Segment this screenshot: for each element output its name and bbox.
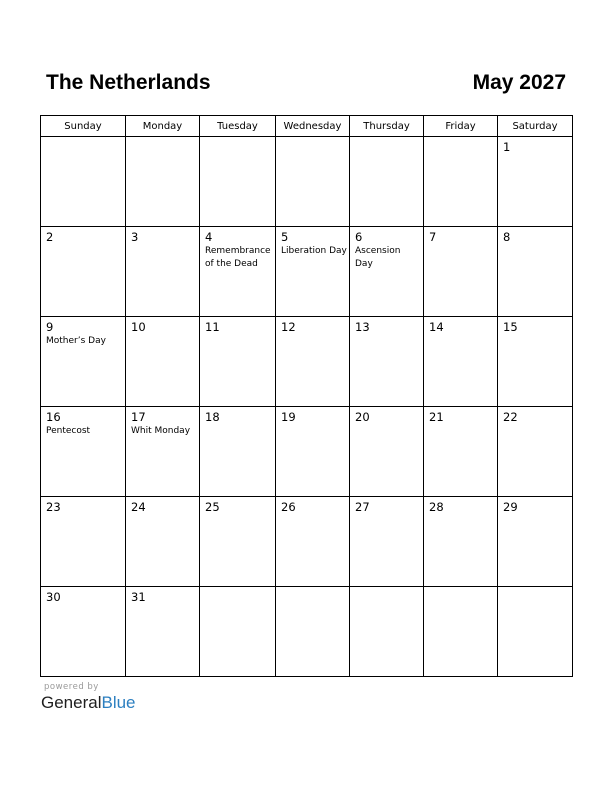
weekday-sunday: Sunday: [41, 116, 126, 137]
day-number: 27: [355, 500, 370, 514]
calendar-day-cell: [41, 407, 126, 497]
calendar-day-cell: [498, 317, 573, 407]
day-cell-content: [498, 497, 572, 514]
day-cell-content: [276, 497, 349, 514]
day-number: 10: [131, 320, 146, 334]
holiday-label: Whit Monday: [131, 426, 191, 436]
calendar-day-cell: [200, 317, 276, 407]
generalblue-logo: [41, 693, 136, 713]
calendar-day-cell: [41, 587, 126, 677]
day-number: 23: [46, 500, 61, 514]
weekday-wednesday: Wednesday: [276, 116, 350, 137]
day-number: 24: [131, 500, 146, 514]
day-cell-content: [126, 587, 199, 604]
day-number: 20: [355, 410, 370, 424]
day-cell-content: [126, 497, 199, 514]
calendar-day-cell: [41, 497, 126, 587]
calendar-day-cell: [350, 137, 424, 227]
calendar-day-cell: [424, 497, 498, 587]
calendar-day-cell: [424, 587, 498, 677]
day-cell-content: [126, 407, 199, 438]
day-number: 13: [355, 320, 370, 334]
calendar-day-cell: [41, 227, 126, 317]
day-number: 22: [503, 410, 518, 424]
day-number: 11: [205, 320, 220, 334]
day-number: 16: [46, 410, 61, 424]
calendar-day-cell: [276, 587, 350, 677]
day-number: 19: [281, 410, 296, 424]
calendar-day-cell: [126, 407, 200, 497]
day-cell-content: [41, 227, 125, 244]
day-number: 25: [205, 500, 220, 514]
day-cell-content: [498, 227, 572, 244]
day-cell-content: [200, 137, 275, 140]
day-number: 6: [355, 230, 363, 244]
day-cell-content: [276, 137, 349, 140]
day-number: 15: [503, 320, 518, 334]
calendar-day-cell: [498, 587, 573, 677]
weekday-monday: Monday: [126, 116, 200, 137]
calendar-week-row: [41, 317, 573, 407]
calendar-day-cell: [276, 497, 350, 587]
calendar-month-title: May 2027: [472, 71, 566, 94]
calendar-day-cell: [498, 137, 573, 227]
day-number: 8: [503, 230, 511, 244]
day-number: 5: [281, 230, 289, 244]
calendar-day-cell: [126, 317, 200, 407]
logo-text-general: General: [41, 693, 102, 712]
day-cell-content: [424, 317, 497, 334]
day-cell-content: [424, 407, 497, 424]
day-cell-content: [200, 227, 275, 270]
day-cell-content: [276, 407, 349, 424]
calendar-grid: [40, 115, 573, 677]
day-cell-content: [276, 317, 349, 334]
day-cell-content: [350, 407, 423, 424]
day-number: 12: [281, 320, 296, 334]
calendar-day-cell: [126, 137, 200, 227]
calendar-week-row: [41, 227, 573, 317]
calendar-day-cell: [424, 137, 498, 227]
calendar-week-row: [41, 587, 573, 677]
holiday-label: Ascension Day: [355, 246, 401, 269]
logo-text-blue: Blue: [101, 693, 136, 712]
weekday-thursday: Thursday: [350, 116, 424, 137]
day-cell-content: [424, 227, 497, 244]
day-cell-content: [41, 137, 125, 140]
calendar-day-cell: [126, 227, 200, 317]
calendar-day-cell: [276, 137, 350, 227]
calendar-day-cell: [350, 317, 424, 407]
calendar-day-cell: [200, 227, 276, 317]
day-number: 14: [429, 320, 444, 334]
holiday-label: Mother’s Day: [46, 336, 106, 346]
day-cell-content: [276, 587, 349, 590]
weekday-header-row: [41, 116, 573, 137]
day-cell-content: [498, 137, 572, 154]
day-number: 29: [503, 500, 518, 514]
day-cell-content: [350, 227, 423, 270]
day-number: 3: [131, 230, 139, 244]
day-number: 7: [429, 230, 437, 244]
calendar-country-title: The Netherlands: [46, 71, 211, 94]
calendar-day-cell: [350, 497, 424, 587]
day-cell-content: [424, 497, 497, 514]
day-number: 1: [503, 140, 511, 154]
day-cell-content: [424, 587, 497, 590]
day-cell-content: [126, 317, 199, 334]
holiday-label: Pentecost: [46, 426, 91, 436]
day-cell-content: [41, 407, 125, 438]
calendar-week-row: [41, 407, 573, 497]
day-cell-content: [350, 137, 423, 140]
day-number: 21: [429, 410, 444, 424]
calendar-week-row: [41, 137, 573, 227]
calendar-day-cell: [126, 497, 200, 587]
day-cell-content: [498, 317, 572, 334]
calendar-day-cell: [276, 227, 350, 317]
calendar-day-cell: [424, 407, 498, 497]
day-cell-content: [126, 137, 199, 140]
calendar-day-cell: [276, 407, 350, 497]
day-cell-content: [41, 587, 125, 604]
calendar-day-cell: [276, 317, 350, 407]
powered-by-text: powered by: [44, 682, 99, 692]
weekday-saturday: Saturday: [498, 116, 573, 137]
day-cell-content: [41, 497, 125, 514]
day-cell-content: [350, 497, 423, 514]
holiday-label: Liberation Day: [281, 246, 347, 256]
day-number: 17: [131, 410, 146, 424]
holiday-label: Remembrance of the Dead: [205, 246, 271, 269]
calendar-day-cell: [350, 407, 424, 497]
calendar-day-cell: [498, 407, 573, 497]
day-number: 18: [205, 410, 220, 424]
calendar-day-cell: [200, 407, 276, 497]
day-cell-content: [276, 227, 349, 258]
day-cell-content: [200, 587, 275, 590]
day-cell-content: [126, 227, 199, 244]
day-cell-content: [498, 587, 572, 590]
day-cell-content: [41, 317, 125, 348]
weekday-tuesday: Tuesday: [200, 116, 276, 137]
calendar-day-cell: [41, 137, 126, 227]
day-cell-content: [350, 317, 423, 334]
day-number: 28: [429, 500, 444, 514]
calendar-day-cell: [200, 497, 276, 587]
day-number: 2: [46, 230, 54, 244]
day-number: 9: [46, 320, 54, 334]
day-cell-content: [200, 317, 275, 334]
day-number: 26: [281, 500, 296, 514]
day-cell-content: [424, 137, 497, 140]
weekday-friday: Friday: [424, 116, 498, 137]
day-cell-content: [498, 407, 572, 424]
calendar-day-cell: [424, 317, 498, 407]
day-number: 4: [205, 230, 213, 244]
calendar-day-cell: [424, 227, 498, 317]
day-number: 30: [46, 590, 61, 604]
day-cell-content: [200, 497, 275, 514]
calendar-day-cell: [41, 317, 126, 407]
day-cell-content: [350, 587, 423, 590]
calendar-day-cell: [126, 587, 200, 677]
calendar-week-row: [41, 497, 573, 587]
calendar-day-cell: [350, 227, 424, 317]
calendar-day-cell: [498, 497, 573, 587]
calendar-day-cell: [498, 227, 573, 317]
calendar-day-cell: [350, 587, 424, 677]
calendar-day-cell: [200, 587, 276, 677]
day-cell-content: [200, 407, 275, 424]
calendar-day-cell: [200, 137, 276, 227]
calendar-body: [41, 137, 573, 677]
day-number: 31: [131, 590, 146, 604]
